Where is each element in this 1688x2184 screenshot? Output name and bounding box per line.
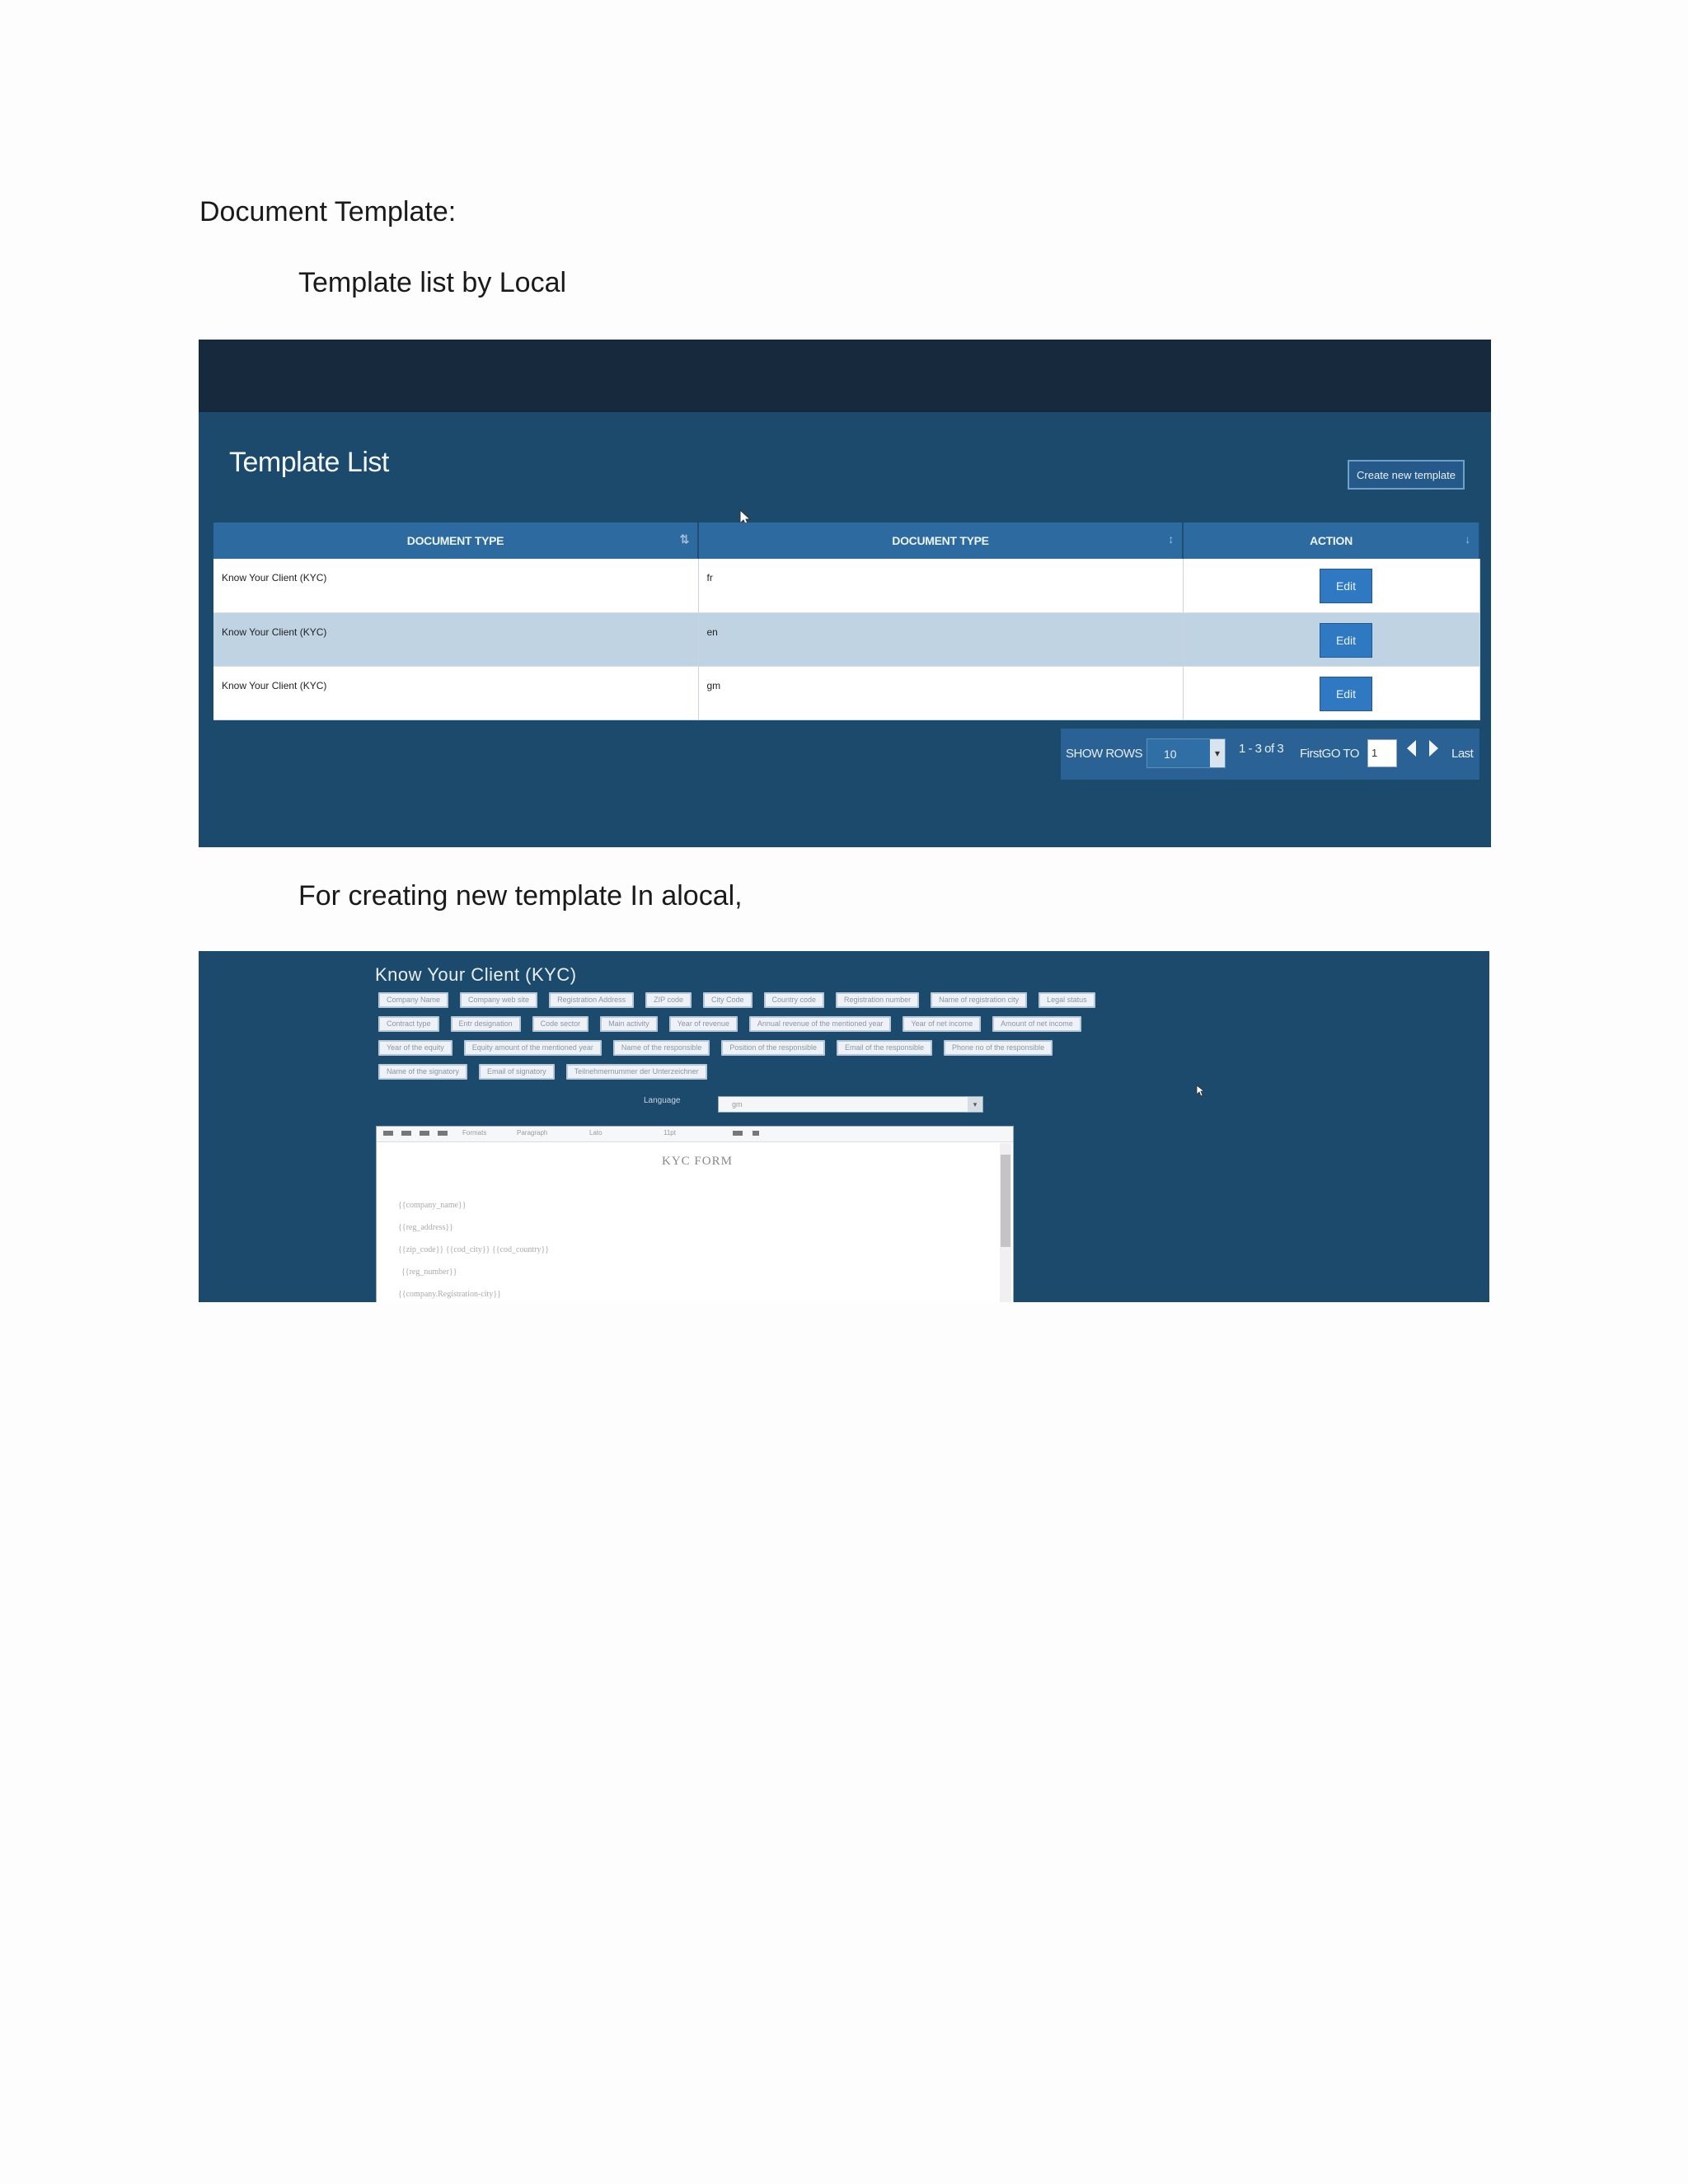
align-center-icon[interactable] [401, 1131, 411, 1136]
placeholder-chip[interactable]: Teilnehmernummer der Unterzeichner [566, 1064, 707, 1080]
cell-document-type: Know Your Client (KYC) [213, 612, 698, 666]
sort-icon[interactable]: ↓ [1465, 532, 1470, 546]
language-select[interactable] [718, 1096, 983, 1113]
font-size-dropdown[interactable]: 11pt [663, 1129, 676, 1137]
next-page-icon[interactable] [1429, 740, 1438, 757]
section-caption-template-list: Template list by Local [298, 267, 567, 298]
section-caption-create-template: For creating new template In alocal, [298, 880, 743, 912]
cell-locale: en [698, 612, 1183, 666]
placeholder-chip[interactable]: Company web site [460, 992, 537, 1008]
column-header-document-type[interactable]: DOCUMENT TYPE ⇅ [213, 523, 698, 559]
document-heading: Document Template: [199, 196, 457, 227]
chip-row [378, 1016, 1367, 1032]
language-value: gm [732, 1100, 743, 1108]
app-top-bar [199, 340, 1491, 412]
editor-line: {{zip_code}} {{cod_city}} {{cod_country}} [398, 1245, 550, 1254]
mouse-cursor-icon [1196, 1085, 1206, 1098]
page-title: Template List [229, 447, 389, 478]
placeholder-chip[interactable]: Email of the responsible [837, 1040, 932, 1056]
align-left-icon[interactable] [383, 1131, 393, 1136]
edit-button[interactable]: Edit [1320, 677, 1372, 711]
placeholder-chip[interactable]: Name of registration city [931, 992, 1027, 1008]
placeholder-chip[interactable]: City Code [703, 992, 753, 1008]
template-list-screenshot [199, 340, 1491, 847]
edit-button[interactable]: Edit [1320, 623, 1372, 658]
placeholder-chip[interactable]: Country code [764, 992, 825, 1008]
placeholder-chip[interactable]: Contract type [378, 1016, 439, 1032]
edit-button[interactable]: Edit [1320, 569, 1372, 603]
table-row [213, 666, 1479, 719]
sort-icon[interactable]: ↕ [1168, 532, 1174, 546]
chip-row [378, 1040, 1367, 1056]
cell-document-type: Know Your Client (KYC) [213, 559, 698, 612]
form-title: KYC FORM [662, 1155, 733, 1168]
rows-per-page-value: 10 [1164, 748, 1177, 761]
placeholder-chip[interactable]: Entr designation [451, 1016, 521, 1032]
editor-scrollbar[interactable] [1000, 1143, 1011, 1302]
cell-locale: gm [698, 666, 1183, 719]
rich-text-editor[interactable] [376, 1126, 1014, 1302]
placeholder-chip[interactable]: Equity amount of the mentioned year [464, 1040, 602, 1056]
more-icon[interactable] [753, 1131, 759, 1136]
page-range: 1 - 3 of 3 [1239, 742, 1284, 756]
font-family-dropdown[interactable]: Lato [589, 1129, 603, 1137]
editor-line: {{reg_address}} [398, 1223, 453, 1232]
align-right-icon[interactable] [420, 1131, 429, 1136]
cell-document-type: Know Your Client (KYC) [213, 666, 698, 719]
cell-locale: fr [698, 559, 1183, 612]
kyc-editor-screenshot [199, 951, 1489, 1302]
placeholder-chip[interactable]: Registration number [836, 992, 919, 1008]
chip-row [378, 992, 1367, 1008]
placeholder-chip[interactable]: Amount of net income [992, 1016, 1081, 1032]
editor-line: {{company_name}} [398, 1201, 467, 1210]
placeholder-chip[interactable]: Registration Address [549, 992, 634, 1008]
create-new-template-button[interactable]: Create new template [1348, 460, 1465, 490]
editor-title: Know Your Client (KYC) [375, 964, 577, 985]
show-rows-label: SHOW ROWS [1066, 747, 1142, 761]
placeholder-chip[interactable]: Annual revenue of the mentioned year [749, 1016, 892, 1032]
last-page-link[interactable]: Last [1451, 747, 1474, 761]
chevron-down-icon[interactable]: ▾ [968, 1097, 982, 1112]
template-table [213, 523, 1480, 720]
language-label: Language [644, 1096, 681, 1105]
placeholder-chip-list [378, 992, 1367, 1088]
placeholder-chip[interactable]: Name of the responsible [613, 1040, 710, 1056]
placeholder-chip[interactable]: Position of the responsible [721, 1040, 825, 1056]
first-goto-label[interactable]: FirstGO TO [1300, 747, 1359, 761]
align-justify-icon[interactable] [438, 1131, 448, 1136]
editor-line: {{company.Registration-city}} [398, 1290, 501, 1299]
placeholder-chip[interactable]: Name of the signatory [378, 1064, 467, 1080]
chip-row [378, 1064, 1367, 1080]
placeholder-chip[interactable]: ZIP code [645, 992, 692, 1008]
rows-per-page-select[interactable] [1146, 738, 1226, 768]
column-header-locale[interactable]: DOCUMENT TYPE ↕ [698, 523, 1183, 559]
paragraph-dropdown[interactable]: Paragraph [517, 1129, 548, 1137]
editor-toolbar [377, 1127, 1013, 1142]
placeholder-chip[interactable]: Code sector [532, 1016, 589, 1032]
pagination-bar [1061, 729, 1479, 780]
placeholder-chip[interactable]: Main activity [600, 1016, 658, 1032]
placeholder-chip[interactable]: Phone no of the responsible [944, 1040, 1053, 1056]
chevron-down-icon[interactable]: ▾ [1210, 739, 1225, 767]
formats-dropdown[interactable]: Formats [462, 1129, 487, 1137]
placeholder-chip[interactable]: Year of revenue [669, 1016, 738, 1032]
placeholder-chip[interactable]: Email of signatory [479, 1064, 555, 1080]
table-icon[interactable] [733, 1131, 743, 1136]
placeholder-chip[interactable]: Year of the equity [378, 1040, 452, 1056]
placeholder-chip[interactable]: Legal status [1039, 992, 1095, 1008]
scrollbar-thumb[interactable] [1001, 1155, 1010, 1247]
column-header-action[interactable]: ACTION ↓ [1183, 523, 1479, 559]
placeholder-chip[interactable]: Company Name [378, 992, 448, 1008]
sort-icon[interactable]: ⇅ [679, 532, 689, 546]
table-row [213, 559, 1479, 612]
placeholder-chip[interactable]: Year of net income [903, 1016, 981, 1032]
table-row [213, 612, 1479, 666]
editor-line: {{reg_number}} [401, 1268, 457, 1277]
previous-page-icon[interactable] [1407, 740, 1416, 757]
goto-page-input[interactable]: 1 [1367, 739, 1397, 767]
